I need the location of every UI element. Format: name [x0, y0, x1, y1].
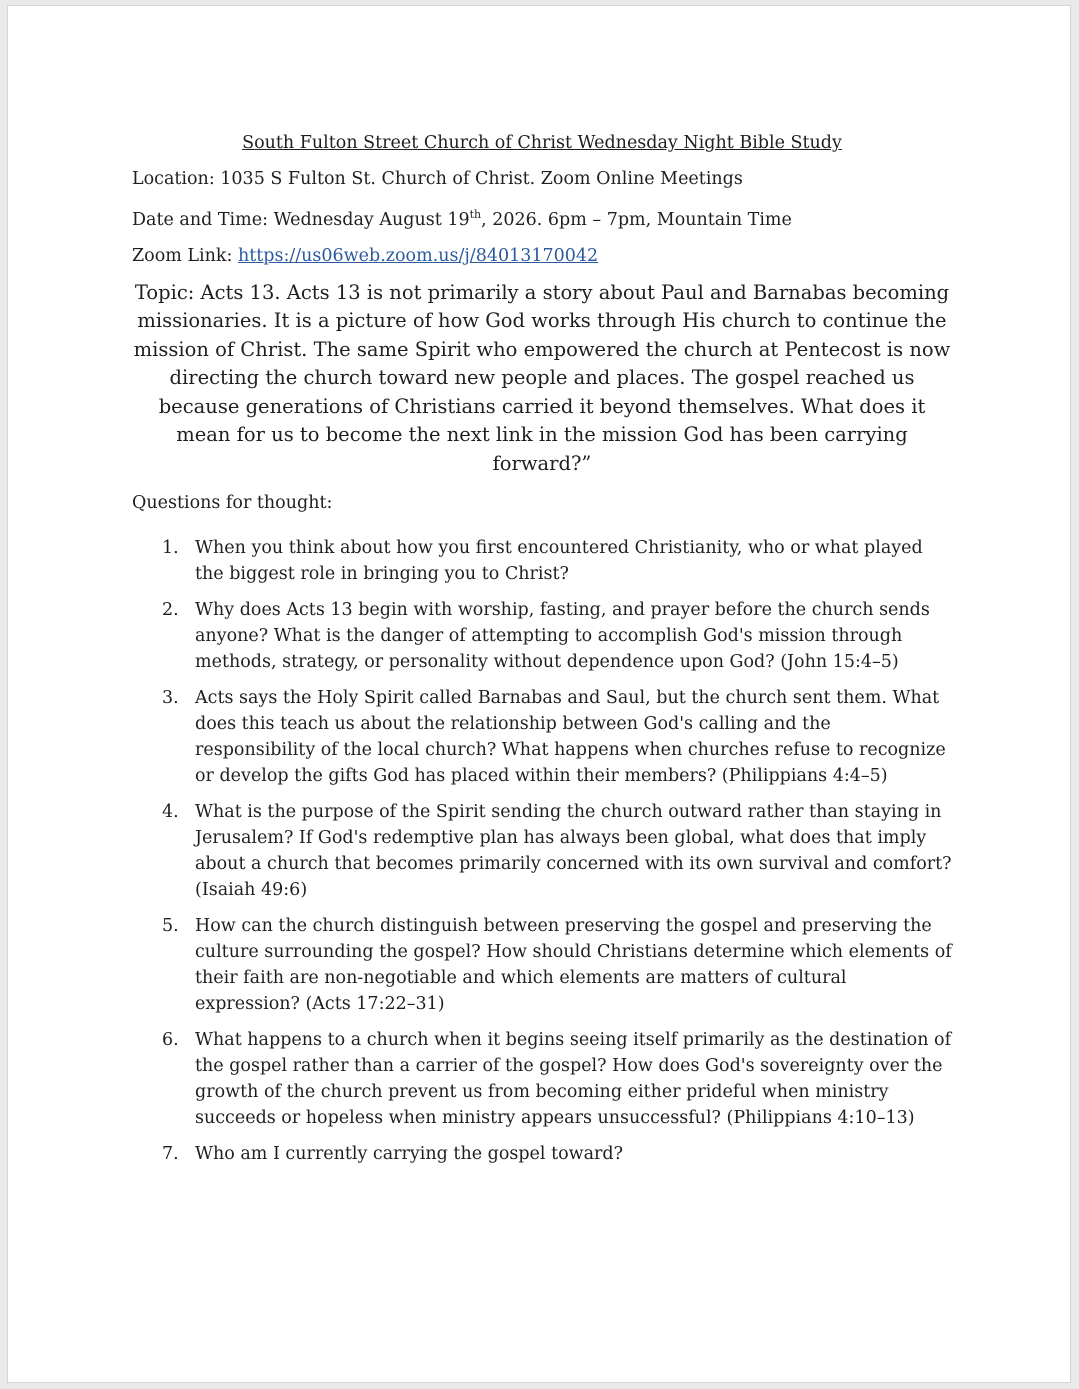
question-text: Who am I currently carrying the gospel toward? [195, 1144, 624, 1165]
zoom-link[interactable]: https://us06web.zoom.us/j/84013170042 [237, 245, 599, 266]
question-text: What happens to a church when it begins seeing itself primarily as the destination of the gospel rather than a carrier of the gospel? How does God's sovereignty over the growth of the church prevent us from becoming either prideful when ministry succeeds or hopeless when ministry appears unsuccessful? (Philippians 4:10–13) [195, 1030, 952, 1129]
question-number: 2. [162, 600, 179, 621]
question-text: When you think about how you first encountered Christianity, who or what played the biggest role in bringing you to Christ? [195, 538, 923, 585]
document-content [132, 130, 952, 1177]
location-line: Location: 1035 S Fulton St. Church of Christ. Zoom Online Meetings [132, 169, 743, 189]
question-number: 3. [162, 688, 179, 709]
question-item [132, 913, 952, 1017]
question-text: Acts says the Holy Spirit called Barnabas and Saul, but the church sent them. What does this teach us about the relationship between God's calling and the responsibility of the local church? What happens when churches refuse to recognize or develop the gifts God has placed within their members? (Philippians 4:4–5) [195, 688, 946, 787]
questions-heading: Questions for thought: [132, 493, 333, 514]
date-superscript: th [469, 208, 482, 221]
document-title: South Fulton Street Church of Christ Wednesday Night Bible Study [242, 133, 842, 153]
zoom-line [132, 243, 952, 269]
zoom-label: Zoom Link: [132, 245, 238, 266]
question-item [132, 685, 952, 789]
question-item [132, 1027, 952, 1131]
question-item [132, 1141, 952, 1167]
question-number: 1. [162, 538, 179, 559]
question-text: Why does Acts 13 begin with worship, fasting, and prayer before the church sends anyone? What is the danger of attempting to accomplish God's mission through methods, strategy, or personality without dependence upon God? (John 15:4–5) [195, 600, 930, 673]
question-item [132, 799, 952, 903]
date-suffix: , 2026. 6pm – 7pm, Mountain Time [481, 209, 792, 230]
question-number: 6. [162, 1030, 179, 1051]
date-prefix: Date and Time: Wednesday August 19 [132, 209, 470, 230]
date-time-line [132, 202, 952, 233]
document-page [7, 5, 1071, 1383]
question-number: 7. [162, 1144, 179, 1165]
question-item [132, 535, 952, 587]
question-number: 5. [162, 916, 179, 937]
topic-paragraph: Topic: Acts 13. Acts 13 is not primarily a story about Paul and Barnabas becoming missionaries. It is a picture of how God works through His church to continue the mission of Christ. The same Spirit who empowered the church at Pentecost is now directing the church toward new people and places. The gospel reached us because generations of Christians carried it beyond themselves. What does it mean for us to become the next link in the mission God has been carrying forward?” [133, 280, 951, 475]
questions-list [132, 535, 952, 1167]
question-item [132, 597, 952, 675]
question-text: How can the church distinguish between preserving the gospel and preserving the culture surrounding the gospel? How should Christians determine which elements of their faith are non-negotiable and which elements are matters of cultural expression? (Acts 17:22–31) [195, 916, 952, 1015]
question-number: 4. [162, 802, 179, 823]
question-text: What is the purpose of the Spirit sending the church outward rather than staying in Jerusalem? If God's redemptive plan has always been global, what does that imply about a church that becomes primarily concerned with its own survival and comfort? (Isaiah 49:6) [195, 802, 952, 901]
